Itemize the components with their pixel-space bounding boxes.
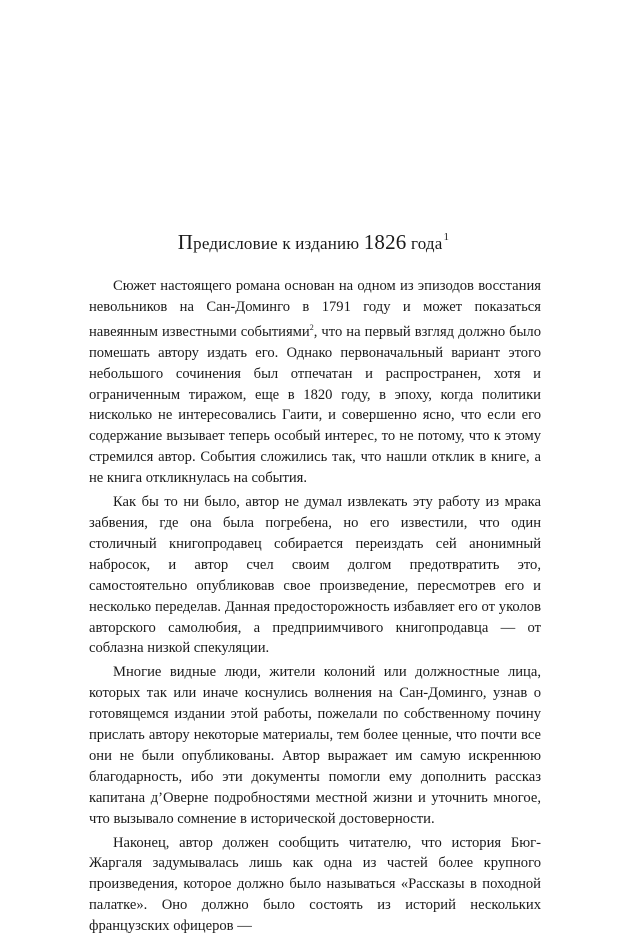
paragraph-3: Многие видные люди, жители колоний или должностные лица, которых так или иначе коснулись волнения на Сан-Доминго, узнав о готовящемся издании этой работы, пожелали по собственному почину прислать автору некоторые материалы, тем более ценные, что почти все они не были опубликованы. Автор выражает им самую искреннюю благодарность, ибо эти документы помогли ему дополнить рассказ капитана д’Оверне подробностями местной жизни и уточнить многое, что вызывало сомнение в исторической достоверности. bbox=[89, 664, 541, 827]
paragraph-4: Наконец, автор должен сообщить читателю, что история Бюг-Жаргаля задумывалась лишь как одна из частей более крупного произведения, которое должно было называться «Рассказы в походной палатке». Оно должно было состоять из историй нескольких французских офицеров — bbox=[89, 834, 541, 935]
paragraph-1-after-note: , что на первый взгляд должно было помешать автору издать его. Однако первоначальный вариант этого небольшого сочинения был отпечатан и распространен, хотя и ограниченным тиражом, еще в 1820 году, в эпоху, когда политики нисколько не интересовались Гаити, и совершенно ясно, что если его содержание вызывает теперь особый интерес, то не потому, что к этому стремился автор. События сложились так, что нашли отклик в книге, а не книга откликнулась на события. bbox=[89, 323, 541, 487]
preface-text bbox=[89, 276, 541, 937]
heading-year: 1826 bbox=[363, 230, 407, 254]
heading-tail: года bbox=[406, 234, 443, 253]
heading-footnote-marker: 1 bbox=[443, 231, 450, 243]
heading-initial: П bbox=[177, 230, 194, 254]
paragraph-1-before-note: Сюжет настоящего романа основан на одном из эпизодов восстания невольников на Сан-Доминго в 1791 году и может показаться навеянным известными событиями bbox=[89, 278, 541, 340]
chapter-heading bbox=[0, 230, 627, 255]
paragraph-1 bbox=[89, 276, 541, 489]
heading-small-caps: редисловие к изданию bbox=[193, 234, 364, 253]
footnote-marker-2: 2 bbox=[309, 322, 314, 332]
paragraph-2: Как бы то ни было, автор не думал извлекать эту работу из мрака забвения, где она была погребена, но его известили, что один столичный книгопродавец собирается переиздать сей анонимный набросок, и автор счел своим долгом предотвратить это, самостоятельно опубликовав свое произведение, пересмотрев его и несколько переделав. Данная предосторожность избавляет его от уколов авторского самолюбия, а предприимчивого книгопродавца — от соблазна низкой спекуляции. bbox=[89, 494, 541, 657]
